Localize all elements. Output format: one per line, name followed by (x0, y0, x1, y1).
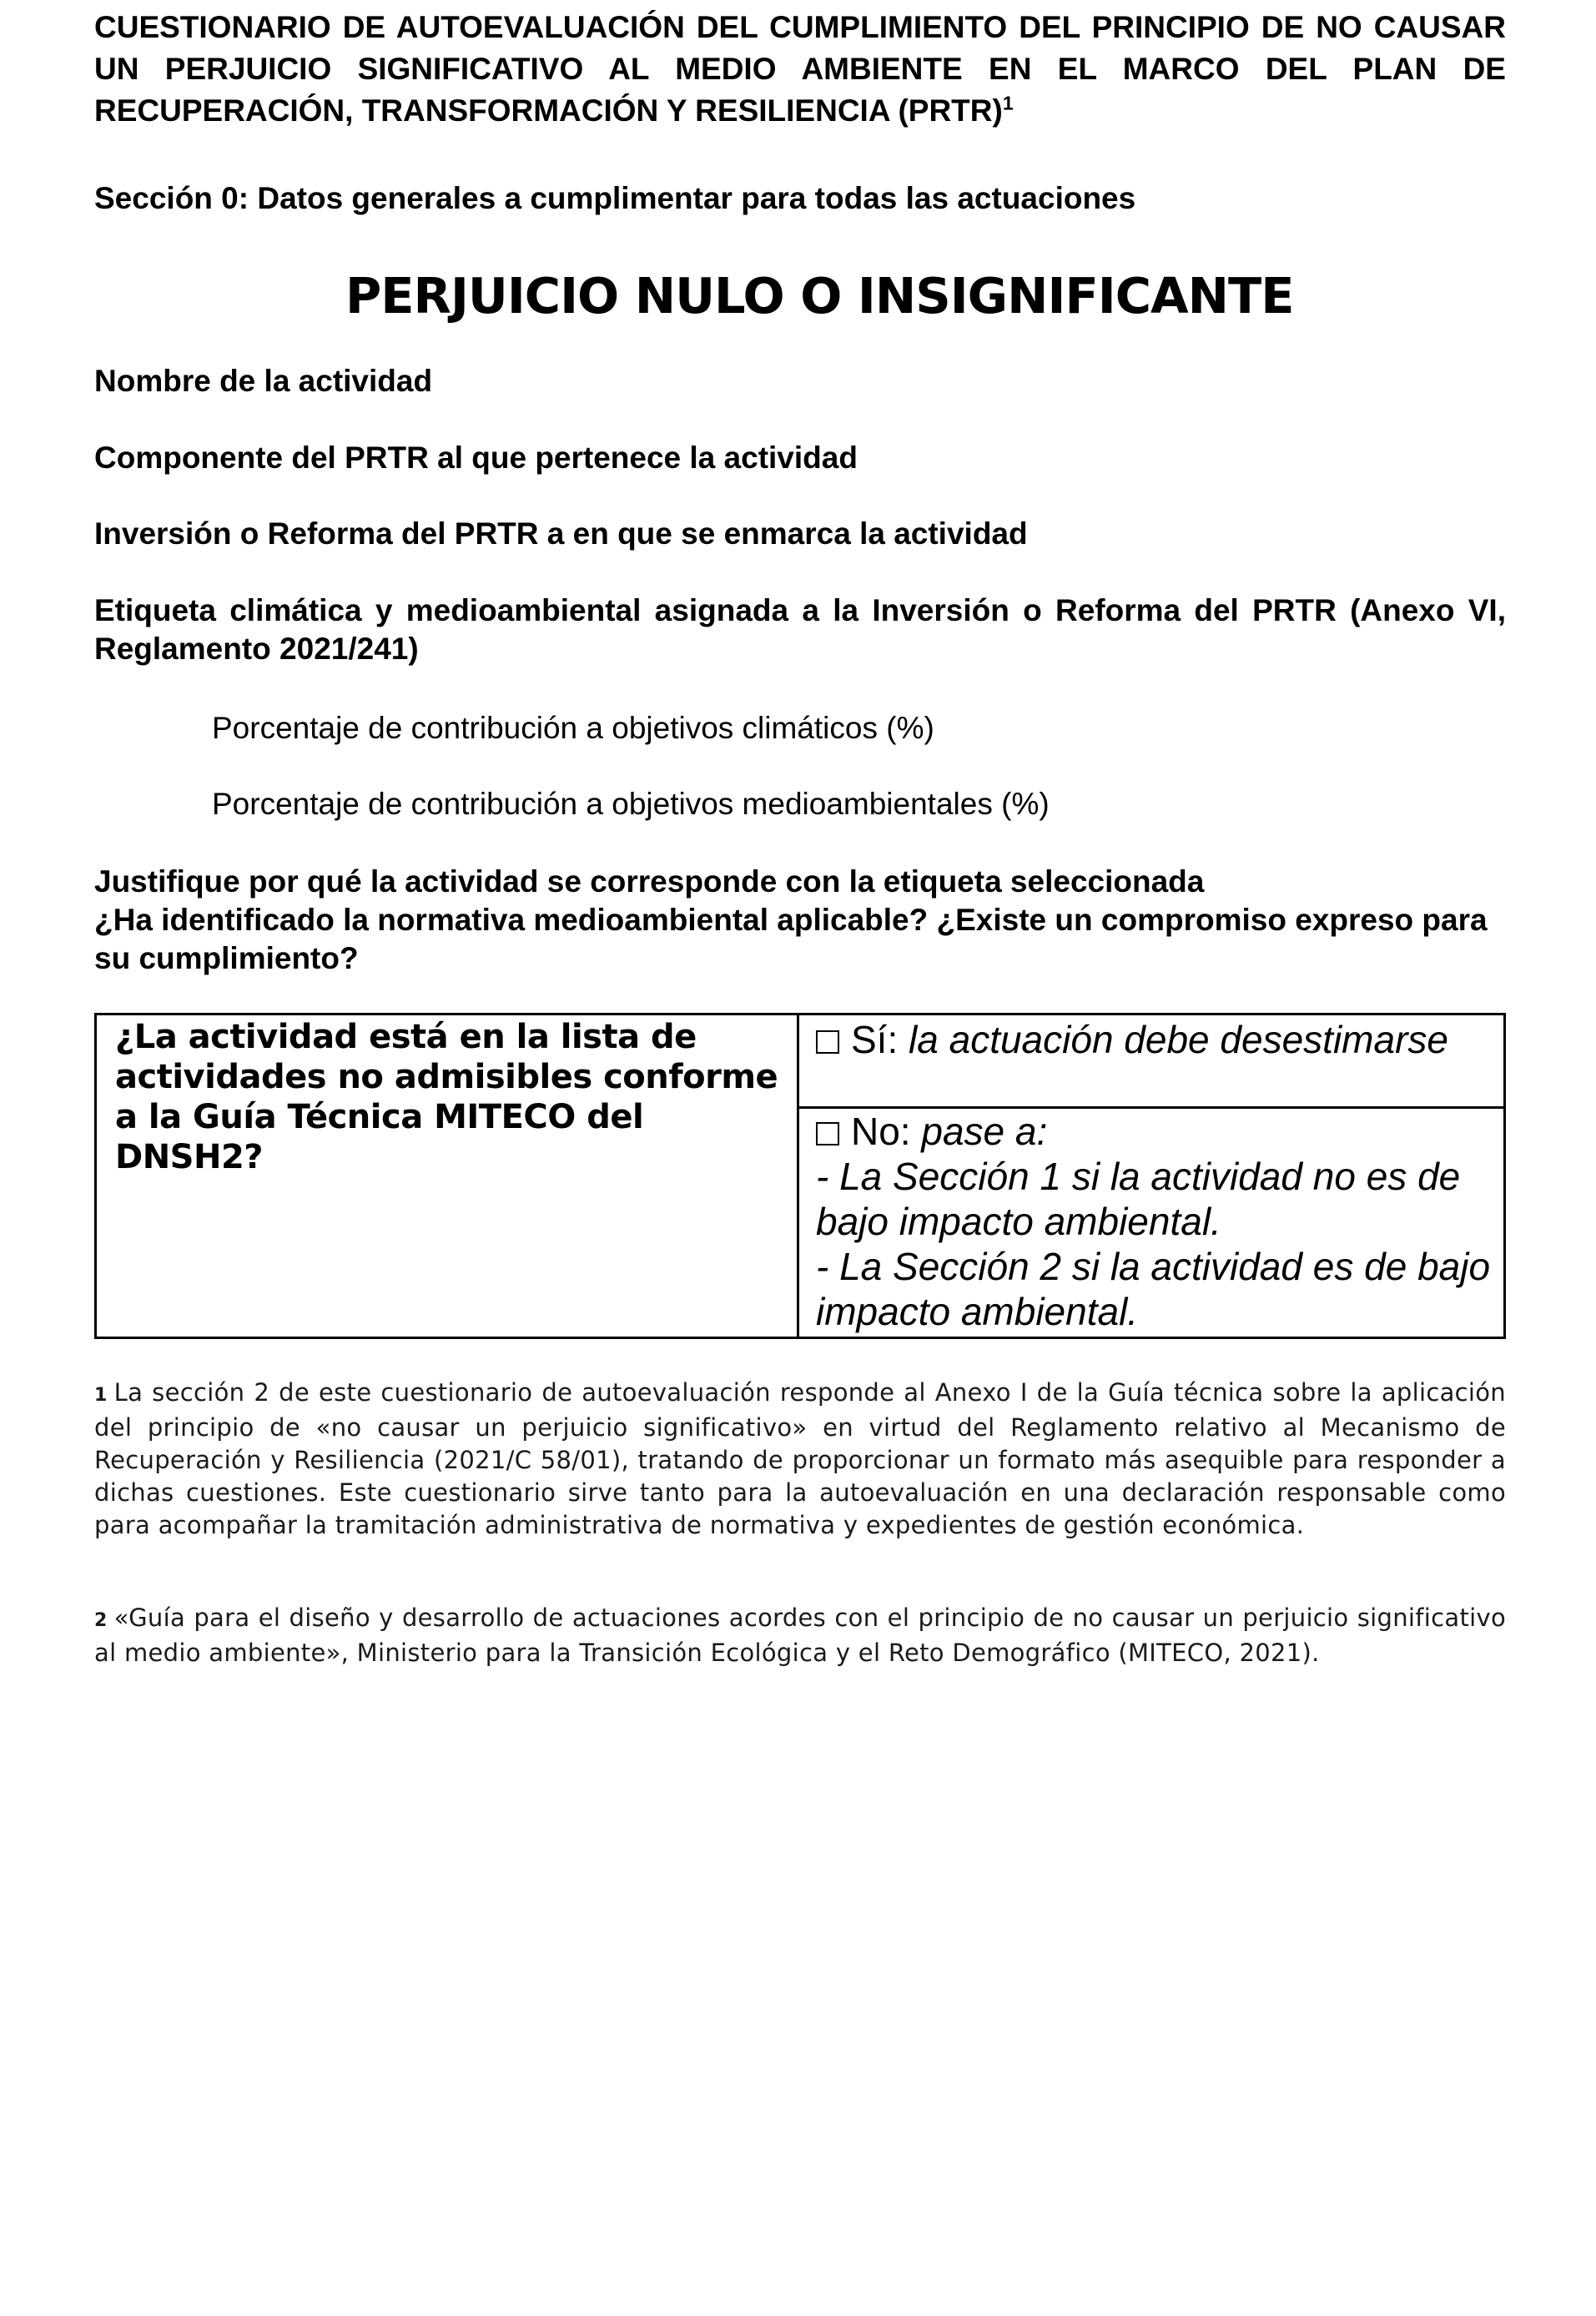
field-climate-label: Etiqueta climática y medioambiental asignada a la Inversión o Reforma del PRTR (Anexo VI, Reglamento 2021/241) (94, 593, 1506, 666)
footnote-2 (94, 1602, 1506, 1669)
field-justification: Justifique por qué la actividad se corresponde con la etiqueta seleccionada (94, 864, 1205, 899)
table-divider-vertical (797, 1015, 799, 1337)
field-investment: Inversión o Reforma del PRTR a en que se enmarca la actividad (94, 516, 1028, 551)
document-title (94, 7, 1506, 132)
no-checkbox[interactable] (816, 1122, 839, 1145)
document-title-text: CUESTIONARIO DE AUTOEVALUACIÓN DEL CUMPLIMIENTO DEL PRINCIPIO DE NO CAUSAR UN PERJUICIO SIGNIFICATIVO AL MEDIO AMBIENTE EN EL MARCO DEL PLAN DE RECUPERACIÓN, TRANSFORMACIÓN Y RESILIENCIA (PRTR) (94, 10, 1506, 128)
footnote-1-number: 1 (94, 1385, 108, 1406)
stamp-overlay: PERJUICIO NULO O INSIGNIFICANTE (345, 267, 1294, 325)
no-text: pase a: (921, 1110, 1048, 1153)
no-option-line-2: - La Sección 2 si la actividad es de bajo impacto ambiental. (816, 1245, 1491, 1333)
field-regulation: ¿Ha identificado la normativa medioambiental aplicable? ¿Existe un compromiso expreso para su cumplimiento? (94, 903, 1488, 975)
field-climate-percentage: Porcentaje de contribución a objetivos climáticos (%) (212, 711, 934, 745)
option-no[interactable] (816, 1109, 1500, 1334)
eligibility-question: ¿La actividad está en la lista de actividades no admisibles conforme a la Guía Técnica MITECO del DNSH2? (115, 1018, 778, 1176)
yes-label: Sí: (851, 1018, 899, 1061)
field-environment-percentage: Porcentaje de contribución a objetivos medioambientales (%) (212, 787, 1050, 821)
no-label: No: (851, 1110, 911, 1153)
no-option-line-1: - La Sección 1 si la actividad no es de bajo impacto ambiental. (816, 1155, 1461, 1243)
section-heading: Sección 0: Datos generales a cumplimentar para todas las actuaciones (94, 181, 1136, 215)
field-activity-name: Nombre de la actividad (94, 364, 433, 398)
eligibility-table (94, 1013, 1506, 1339)
yes-checkbox[interactable] (816, 1030, 839, 1054)
footnote-1-text: La sección 2 de este cuestionario de autoevaluación responde al Anexo I de la Guía técnica sobre la aplicación del principio de «no causar un perjuicio significativo» en virtud del Reglamento relativo al Mecanismo de Recuperación y Resiliencia (2021/C 58/01), tratando de proporcionar un formato más asequible para responder a dichas cuestiones. Este cuestionario sirve tanto para la autoevaluación en una declaración responsable como para acompañar la tramitación administrativa de normativa y expedientes de gestión económica. (94, 1378, 1506, 1539)
yes-text: la actuación debe desestimarse (909, 1018, 1448, 1061)
option-yes[interactable] (816, 1017, 1500, 1062)
field-component: Componente del PRTR al que pertenece la actividad (94, 441, 858, 475)
footnote-2-text: «Guía para el diseño y desarrollo de actuaciones acordes con el principio de no causar un perjuicio significativo al medio ambiente», Ministerio para la Transición Ecológica y el Reto Demográfico (MITECO, 2021). (94, 1604, 1506, 1667)
footnote-2-number: 2 (94, 1610, 108, 1631)
title-footnote-ref[interactable]: 1 (1002, 92, 1014, 114)
footnote-1 (94, 1377, 1506, 1542)
